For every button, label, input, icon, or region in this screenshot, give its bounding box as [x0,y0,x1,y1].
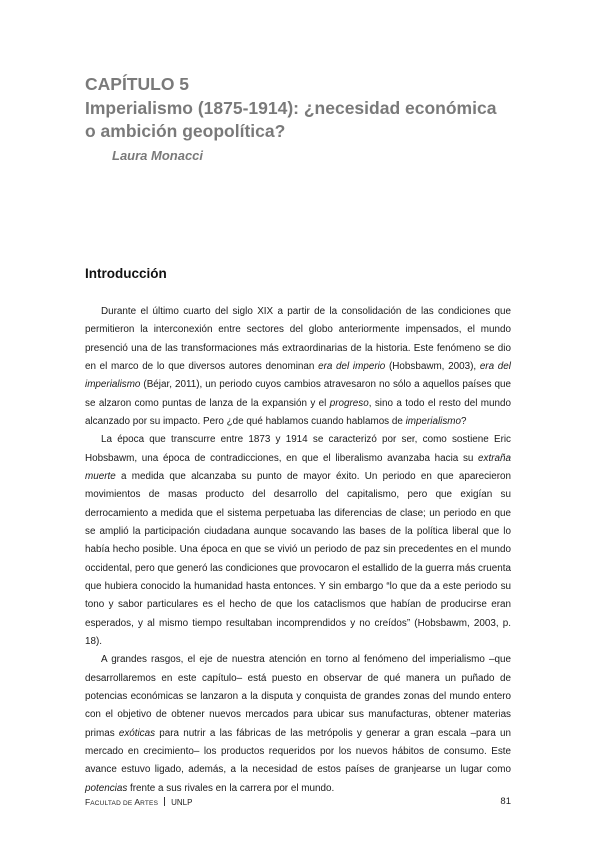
chapter-title-line-1: Imperialismo (1875-1914): ¿necesidad económica [85,97,497,118]
text-run: Durante el último cuarto del siglo XIX a partir de la consolidación de las condiciones que permitieron la interconexión entre sectores del globo anteriormente impensados, el mundo presenció una de las transformaciones más extraordinarias de la historia. Este fenómeno se dio en el marco de lo que diversos autores denominan [85,306,511,372]
text-run: (Hobsbawm, 2003), [385,360,480,372]
author-name: Laura Monacci [112,147,204,163]
italic-term: era del imperialismo [85,360,511,391]
italic-term: potencias [85,782,128,794]
italic-term: exóticas [118,727,156,739]
footer-divider [164,797,165,806]
paragraph [85,431,511,651]
text-run: A grandes rasgos, el eje de nuestra atención en torno al fenómeno del imperialismo –que desarrollaremos en este capítulo– está puesto en observar de qué manera un puñado de potencias económicas se lanzaron a la disputa y conquista de grandes zonas del mundo entero con el objetivo de obtener nuevos mercados para ubicar sus manufacturas, obtener materias primas [85,654,511,739]
page-footer [85,796,511,810]
chapter-title-line-2: o ambición geopolítica? [85,121,286,141]
footer-university: UNLP [171,798,193,807]
footer-faculty-rest: ACULTAD DE [90,800,135,807]
italic-term: era del imperio [318,360,386,372]
text-run: (Béjar, 2011), un periodo cuyos cambios atravesaron no sólo a aquellos países que se alzaron como puntas de lanza de la expansión y el [85,379,511,409]
paragraph [85,651,511,798]
text-run: La época que transcurre entre 1873 y 1914 se caracterizó por ser, como sostiene Eric Hobsbawm, una época de contradicciones, en que el liberalismo avanzaba hacia su [85,434,511,464]
body-text [85,303,511,798]
italic-term: extraña muerte [85,452,511,482]
italic-term: progreso [329,397,369,409]
chapter-header [85,73,535,163]
paragraph [85,303,511,431]
footer-arts-rest: RTES [140,800,159,807]
text-run: ? [461,415,467,427]
footer-arts-initial: A [134,797,141,807]
chapter-label: CAPÍTULO 5 [85,74,190,94]
section-heading: Introducción [85,266,167,281]
text-run: , sino a todo el resto del mundo alcanzado por su impacto. Pero ¿de qué hablamos cuando hablamos de [85,397,511,427]
footer-faculty-initial: F [85,797,91,807]
text-run: para nutrir a las fábricas de las metrópolis y generar a gran escala –para un mercado en crecimiento– los productos requeridos por los nuevos hábitos de consumo. Este avance estuvo ligado, además, a la necesidad de estos países de granjearse un lugar como [85,727,511,776]
italic-term: imperialismo [405,415,462,427]
page-number: 81 [500,796,511,807]
text-run: frente a sus rivales en la carrera por el mundo. [127,782,335,794]
text-run: a medida que alcanzaba su punto de mayor éxito. Un periodo en que aparecieron movimientos de masas producto del desarrollo del capitalismo, pero que exigían su derrocamiento a medida que el sistema perpetuaba las diferencias de clase; un periodo en que se amplió la participación ciudadana aunque socavando las bases de la política liberal que lo había hecho posible. Una época en que se vivió un periodo de paz sin precedentes en el mundo occidental, pero que generó las condiciones que provocaron el estallido de la guerra más cruenta que hubiera conocido la humanidad hasta entonces. Y sin embargo “lo que da a este periodo su tono y sabor particulares es el hecho de que los cataclismos que habían de producirse eran esperados, y al mismo tiempo resultaban incomprendidos y no creídos” (Hobsbawm, 2003, p. 18). [85,470,511,647]
footer-institution [85,797,192,807]
